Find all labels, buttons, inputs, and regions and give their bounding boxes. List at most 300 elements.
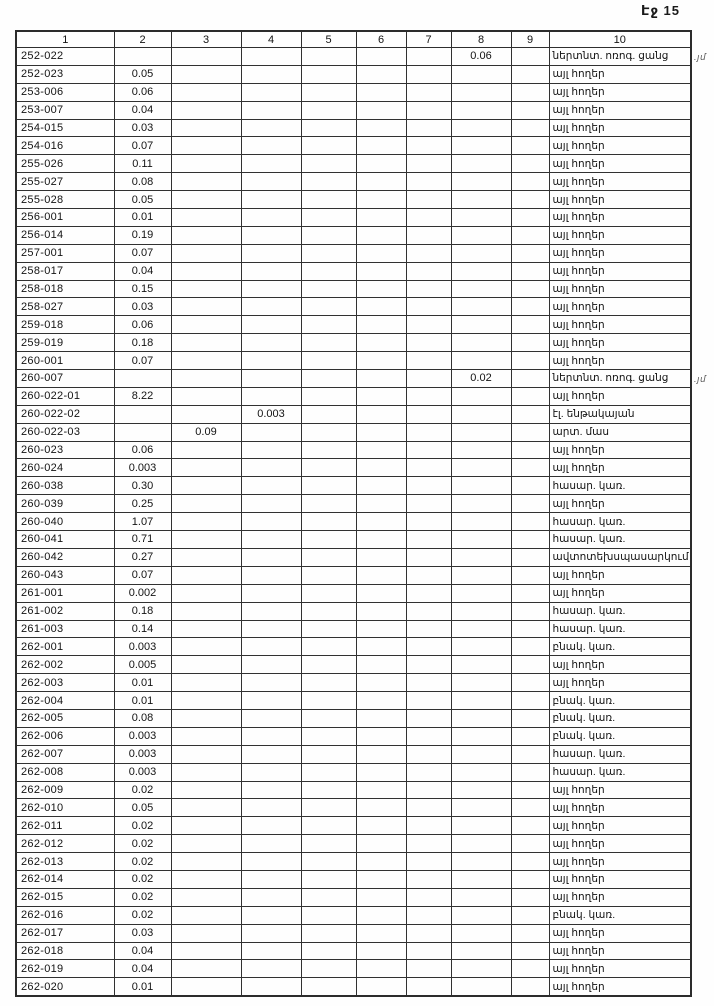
value-cell [241, 226, 301, 244]
value-cell [241, 817, 301, 835]
value-cell [511, 638, 549, 656]
value-cell [301, 441, 356, 459]
land-use-cell: բնակ. կառ. [549, 727, 691, 745]
value-cell [406, 405, 451, 423]
value-cell [241, 137, 301, 155]
table-row [16, 566, 691, 584]
value-cell [511, 244, 549, 262]
value-cell [451, 387, 511, 405]
table-row [16, 65, 691, 83]
land-use-cell: այլ հողեր [549, 83, 691, 101]
value-cell [241, 459, 301, 477]
value-cell [451, 656, 511, 674]
value-cell [356, 495, 406, 513]
value-cell [451, 316, 511, 334]
value-cell [406, 870, 451, 888]
table-row [16, 692, 691, 710]
value-cell [171, 924, 241, 942]
value-cell [406, 638, 451, 656]
value-cell: 0.04 [114, 101, 171, 119]
parcel-code-cell: 252-023 [16, 65, 114, 83]
table-row [16, 226, 691, 244]
value-cell [406, 566, 451, 584]
value-cell: 0.04 [114, 960, 171, 978]
value-cell: 0.04 [114, 262, 171, 280]
value-cell: 0.01 [114, 692, 171, 710]
value-cell [356, 65, 406, 83]
table-row [16, 495, 691, 513]
parcel-code-cell: 260-007 [16, 370, 114, 388]
value-cell [451, 674, 511, 692]
value-cell [356, 692, 406, 710]
value-cell [356, 280, 406, 298]
value-cell [171, 638, 241, 656]
land-use-cell: այլ հողեր [549, 209, 691, 227]
value-cell [241, 763, 301, 781]
value-cell [301, 674, 356, 692]
land-use-cell: այլ հողեր [549, 298, 691, 316]
value-cell [171, 316, 241, 334]
parcel-code-cell: 262-005 [16, 709, 114, 727]
table-row [16, 298, 691, 316]
value-cell [511, 83, 549, 101]
value-cell [406, 280, 451, 298]
land-use-cell: այլ հողեր [549, 119, 691, 137]
parcel-code-cell: 262-018 [16, 942, 114, 960]
value-cell [171, 817, 241, 835]
table-row [16, 709, 691, 727]
value-cell [406, 495, 451, 513]
parcel-code-cell: 260-043 [16, 566, 114, 584]
value-cell [406, 548, 451, 566]
value-cell [406, 226, 451, 244]
parcel-code-cell: 260-022-02 [16, 405, 114, 423]
value-cell [171, 906, 241, 924]
table-row [16, 853, 691, 871]
value-cell [451, 459, 511, 477]
value-cell [406, 531, 451, 549]
parcel-code-cell: 260-040 [16, 513, 114, 531]
margin-annotation: .յմ [694, 52, 707, 62]
value-cell: 0.03 [114, 924, 171, 942]
land-use-cell: բնակ. կառ. [549, 692, 691, 710]
value-cell [241, 119, 301, 137]
value-cell [301, 727, 356, 745]
value-cell [356, 513, 406, 531]
value-cell: 0.05 [114, 191, 171, 209]
value-cell [301, 906, 356, 924]
parcel-code-cell: 262-016 [16, 906, 114, 924]
value-cell [511, 352, 549, 370]
value-cell [171, 853, 241, 871]
value-cell [511, 584, 549, 602]
value-cell [406, 745, 451, 763]
value-cell [301, 262, 356, 280]
value-cell [241, 888, 301, 906]
value-cell [356, 226, 406, 244]
value-cell: 0.19 [114, 226, 171, 244]
value-cell [356, 370, 406, 388]
table-row [16, 942, 691, 960]
value-cell [406, 727, 451, 745]
value-cell [406, 370, 451, 388]
parcel-code-cell: 262-013 [16, 853, 114, 871]
value-cell [171, 155, 241, 173]
value-cell [451, 209, 511, 227]
value-cell [301, 137, 356, 155]
land-use-cell: ներտնտ. ոռոգ. ցանց [549, 48, 691, 66]
land-use-cell: այլ հողեր [549, 781, 691, 799]
value-cell [241, 387, 301, 405]
value-cell [171, 370, 241, 388]
land-use-cell: այլ հողեր [549, 316, 691, 334]
value-cell [511, 137, 549, 155]
land-use-cell: հասար. կառ. [549, 477, 691, 495]
value-cell [241, 316, 301, 334]
value-cell [406, 906, 451, 924]
value-cell [356, 853, 406, 871]
parcel-code-cell: 254-015 [16, 119, 114, 137]
table-row [16, 906, 691, 924]
value-cell [241, 191, 301, 209]
value-cell: 0.002 [114, 584, 171, 602]
value-cell [451, 244, 511, 262]
table-row [16, 244, 691, 262]
value-cell [406, 620, 451, 638]
parcel-code-cell: 262-010 [16, 799, 114, 817]
value-cell [301, 763, 356, 781]
table-row [16, 119, 691, 137]
parcel-code-cell: 258-027 [16, 298, 114, 316]
value-cell [451, 602, 511, 620]
value-cell [406, 781, 451, 799]
table-row [16, 280, 691, 298]
value-cell [171, 620, 241, 638]
value-cell: 0.01 [114, 209, 171, 227]
value-cell: 0.02 [114, 888, 171, 906]
value-cell [511, 531, 549, 549]
value-cell [241, 334, 301, 352]
land-use-cell: այլ հողեր [549, 656, 691, 674]
parcel-code-cell: 262-006 [16, 727, 114, 745]
value-cell [511, 835, 549, 853]
value-cell [356, 531, 406, 549]
value-cell [511, 853, 549, 871]
value-cell [451, 352, 511, 370]
parcel-code-cell: 262-020 [16, 978, 114, 996]
value-cell [241, 495, 301, 513]
value-cell [171, 513, 241, 531]
value-cell [356, 817, 406, 835]
value-cell [241, 942, 301, 960]
land-use-cell: հասար. կառ. [549, 620, 691, 638]
value-cell [241, 280, 301, 298]
table-row [16, 727, 691, 745]
value-cell [451, 173, 511, 191]
parcel-code-cell: 255-027 [16, 173, 114, 191]
table-row [16, 513, 691, 531]
table-row [16, 888, 691, 906]
value-cell [301, 853, 356, 871]
value-cell: 0.01 [114, 978, 171, 996]
value-cell [451, 155, 511, 173]
value-cell: 8.22 [114, 387, 171, 405]
value-cell [241, 244, 301, 262]
land-use-cell: այլ հողեր [549, 226, 691, 244]
value-cell [301, 83, 356, 101]
table-row [16, 781, 691, 799]
value-cell [356, 155, 406, 173]
value-cell [171, 548, 241, 566]
value-cell [356, 638, 406, 656]
land-use-cell: այլ հողեր [549, 960, 691, 978]
value-cell [301, 405, 356, 423]
value-cell: 0.07 [114, 244, 171, 262]
value-cell: 0.01 [114, 674, 171, 692]
value-cell [171, 334, 241, 352]
value-cell [301, 387, 356, 405]
value-cell [451, 978, 511, 996]
value-cell [356, 137, 406, 155]
value-cell [241, 173, 301, 191]
table-row [16, 173, 691, 191]
value-cell [241, 566, 301, 584]
value-cell [511, 727, 549, 745]
value-cell [451, 638, 511, 656]
parcel-code-cell: 260-042 [16, 548, 114, 566]
value-cell [356, 835, 406, 853]
value-cell [171, 531, 241, 549]
value-cell [171, 978, 241, 996]
value-cell [406, 602, 451, 620]
value-cell [301, 781, 356, 799]
value-cell [241, 602, 301, 620]
value-cell: 0.06 [114, 441, 171, 459]
value-cell [301, 620, 356, 638]
value-cell [511, 960, 549, 978]
parcel-code-cell: 258-018 [16, 280, 114, 298]
value-cell [301, 316, 356, 334]
value-cell [511, 262, 549, 280]
value-cell [451, 781, 511, 799]
value-cell [406, 763, 451, 781]
value-cell: 0.27 [114, 548, 171, 566]
value-cell [356, 48, 406, 66]
value-cell [301, 799, 356, 817]
value-cell [356, 423, 406, 441]
value-cell [171, 262, 241, 280]
value-cell [301, 745, 356, 763]
value-cell [171, 888, 241, 906]
table-row [16, 745, 691, 763]
land-use-cell: այլ հողեր [549, 495, 691, 513]
value-cell [406, 709, 451, 727]
value-cell [356, 888, 406, 906]
value-cell [171, 101, 241, 119]
value-cell [451, 942, 511, 960]
value-cell [241, 924, 301, 942]
value-cell [511, 316, 549, 334]
value-cell [301, 513, 356, 531]
land-use-cell: այլ հողեր [549, 334, 691, 352]
land-use-cell: բնակ. կառ. [549, 638, 691, 656]
land-use-cell: հասար. կառ. [549, 745, 691, 763]
table-row [16, 602, 691, 620]
table-row [16, 477, 691, 495]
value-cell [171, 352, 241, 370]
value-cell: 0.003 [114, 638, 171, 656]
value-cell: 0.08 [114, 709, 171, 727]
value-cell: 0.02 [114, 906, 171, 924]
value-cell [511, 441, 549, 459]
value-cell [511, 65, 549, 83]
value-cell [451, 226, 511, 244]
value-cell [406, 83, 451, 101]
value-cell [406, 137, 451, 155]
table-row [16, 817, 691, 835]
value-cell [406, 513, 451, 531]
value-cell [406, 423, 451, 441]
value-cell [511, 423, 549, 441]
value-cell [406, 387, 451, 405]
value-cell [301, 656, 356, 674]
parcel-code-cell: 262-012 [16, 835, 114, 853]
value-cell [406, 155, 451, 173]
value-cell [406, 799, 451, 817]
table-row [16, 405, 691, 423]
value-cell [451, 65, 511, 83]
value-cell [356, 674, 406, 692]
parcel-code-cell: 257-001 [16, 244, 114, 262]
value-cell [406, 477, 451, 495]
value-cell [241, 727, 301, 745]
value-cell [114, 370, 171, 388]
value-cell: 0.06 [114, 316, 171, 334]
value-cell [171, 584, 241, 602]
parcel-code-cell: 255-028 [16, 191, 114, 209]
value-cell [356, 209, 406, 227]
value-cell [451, 709, 511, 727]
value-cell [356, 763, 406, 781]
value-cell [241, 692, 301, 710]
land-use-cell: այլ հողեր [549, 101, 691, 119]
value-cell: 0.06 [451, 48, 511, 66]
value-cell [356, 960, 406, 978]
value-cell [171, 441, 241, 459]
value-cell [406, 191, 451, 209]
value-cell [171, 727, 241, 745]
value-cell [451, 763, 511, 781]
value-cell [301, 101, 356, 119]
value-cell [406, 65, 451, 83]
value-cell [171, 387, 241, 405]
land-use-cell: այլ հողեր [549, 799, 691, 817]
value-cell [406, 978, 451, 996]
value-cell [171, 566, 241, 584]
table-row [16, 960, 691, 978]
value-cell [511, 745, 549, 763]
value-cell: 0.30 [114, 477, 171, 495]
value-cell [356, 101, 406, 119]
table-row [16, 799, 691, 817]
value-cell [241, 298, 301, 316]
land-use-cell: այլ հողեր [549, 191, 691, 209]
value-cell [511, 763, 549, 781]
table-row [16, 459, 691, 477]
value-cell [356, 477, 406, 495]
value-cell [406, 656, 451, 674]
value-cell [301, 477, 356, 495]
value-cell: 0.71 [114, 531, 171, 549]
value-cell [511, 566, 549, 584]
value-cell [171, 477, 241, 495]
table-row [16, 656, 691, 674]
value-cell [241, 155, 301, 173]
land-use-cell: արտ. մաս [549, 423, 691, 441]
value-cell [241, 745, 301, 763]
value-cell [301, 352, 356, 370]
value-cell [406, 584, 451, 602]
parcel-code-cell: 254-016 [16, 137, 114, 155]
value-cell [171, 942, 241, 960]
value-cell [451, 495, 511, 513]
value-cell [301, 835, 356, 853]
value-cell [356, 870, 406, 888]
value-cell [171, 745, 241, 763]
value-cell [241, 101, 301, 119]
value-cell [171, 280, 241, 298]
value-cell [301, 191, 356, 209]
land-use-cell: ներտնտ. ոռոգ. ցանց [549, 370, 691, 388]
value-cell [171, 137, 241, 155]
table-row [16, 835, 691, 853]
value-cell [451, 924, 511, 942]
value-cell [451, 298, 511, 316]
table-row [16, 191, 691, 209]
value-cell [356, 441, 406, 459]
land-use-cell: այլ հողեր [549, 173, 691, 191]
parcel-code-cell: 260-022-01 [16, 387, 114, 405]
table-row [16, 334, 691, 352]
parcel-code-cell: 253-006 [16, 83, 114, 101]
value-cell [356, 709, 406, 727]
value-cell [451, 692, 511, 710]
land-use-cell: այլ հողեր [549, 280, 691, 298]
land-use-cell: այլ հողեր [549, 835, 691, 853]
land-use-cell: այլ հողեր [549, 853, 691, 871]
table-row [16, 763, 691, 781]
value-cell [511, 513, 549, 531]
land-use-cell: այլ հողեր [549, 978, 691, 996]
data-table [15, 30, 692, 997]
value-cell [241, 370, 301, 388]
value-cell [241, 441, 301, 459]
value-cell [171, 209, 241, 227]
value-cell [301, 209, 356, 227]
parcel-code-cell: 255-026 [16, 155, 114, 173]
value-cell [451, 191, 511, 209]
value-cell [356, 173, 406, 191]
value-cell: 0.11 [114, 155, 171, 173]
land-use-cell: այլ հողեր [549, 441, 691, 459]
value-cell [301, 924, 356, 942]
value-cell [511, 692, 549, 710]
table-row [16, 620, 691, 638]
value-cell: 0.14 [114, 620, 171, 638]
parcel-code-cell: 252-022 [16, 48, 114, 66]
value-cell [241, 799, 301, 817]
value-cell [241, 638, 301, 656]
